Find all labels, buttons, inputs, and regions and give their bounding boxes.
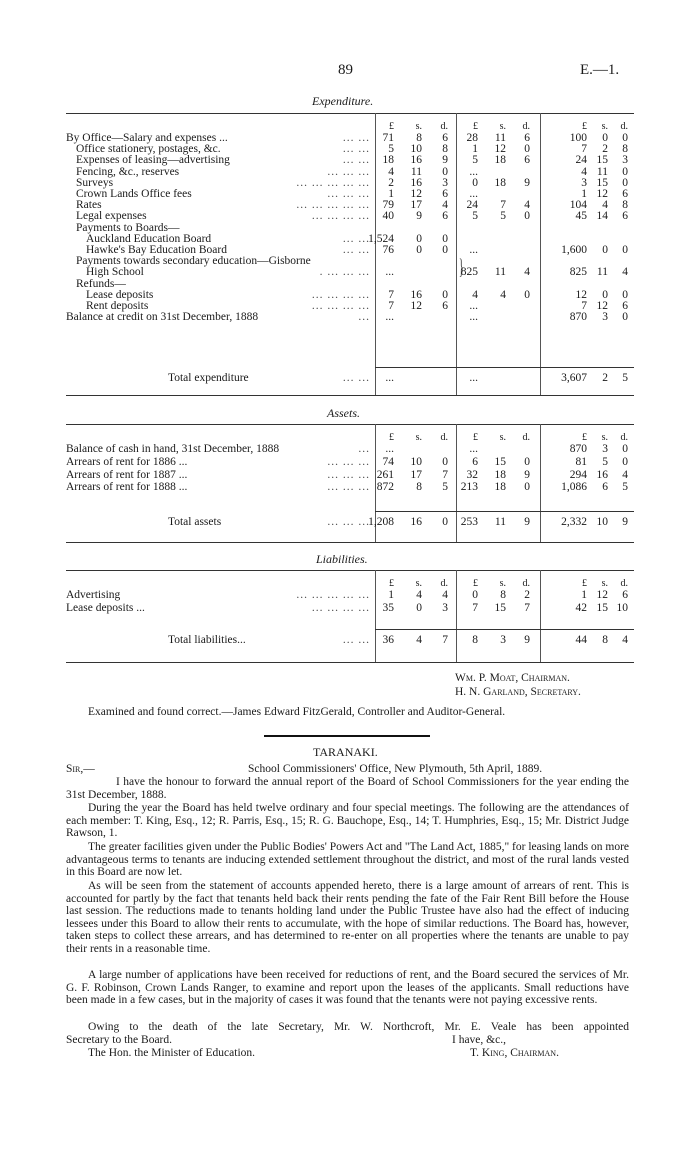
row-label: Expenses of leasing—advertising xyxy=(76,154,230,167)
amount-cell: 40 xyxy=(382,210,394,223)
amount-cell: 6 xyxy=(622,210,628,223)
amount-cell: 6 xyxy=(442,210,448,223)
leader-dots: ... ... ... ... ... xyxy=(296,589,370,601)
amount-cell: 18 xyxy=(382,154,394,167)
row-label: Arrears of rent for 1886 ... xyxy=(66,455,188,468)
unit-header: s. xyxy=(601,432,608,443)
amount-cell: 8 xyxy=(442,143,448,156)
table-rule xyxy=(66,113,634,114)
amount-cell: 5 xyxy=(442,481,448,494)
letter-salutation: Sir,— xyxy=(66,763,95,775)
amount-cell: 0 xyxy=(416,232,422,245)
amount-cell: 0 xyxy=(602,288,608,301)
amount-cell: 4 xyxy=(524,266,530,279)
leader-dots: ... ... xyxy=(342,143,370,156)
amount-cell: 11 xyxy=(596,266,608,279)
amount-cell: 3 xyxy=(442,176,448,189)
amount-cell: 16 xyxy=(410,154,422,167)
amount-cell: 4 xyxy=(524,199,530,212)
signature-secretary: H. N. Garland, Secretary. xyxy=(455,686,581,698)
amount-cell: ... xyxy=(469,244,478,256)
amount-cell: 10 xyxy=(410,143,422,156)
leader-dots: ... xyxy=(358,311,370,324)
subtotal-rule xyxy=(375,629,634,630)
unit-header: £ xyxy=(582,121,587,132)
amount-cell: 15 xyxy=(596,154,608,167)
amount-cell: 6 xyxy=(622,589,628,601)
row-label: Refunds— xyxy=(76,277,126,290)
row-label: Payments to Boards— xyxy=(76,221,180,234)
amount-cell: 12 xyxy=(596,300,608,312)
total-amount-cell: 0 xyxy=(442,516,448,528)
amount-cell: 8 xyxy=(416,481,422,494)
amount-cell: 1 xyxy=(388,188,394,200)
unit-header: s. xyxy=(601,121,608,132)
amount-cell: 18 xyxy=(494,468,506,481)
table-rule xyxy=(66,395,634,396)
amount-cell: 4 xyxy=(581,165,587,178)
amount-cell: ... xyxy=(385,311,394,324)
unit-header: s. xyxy=(415,121,422,132)
amount-cell: 6 xyxy=(442,300,448,312)
unit-header: s. xyxy=(415,578,422,589)
amount-cell: 6 xyxy=(622,188,628,200)
amount-cell: 24 xyxy=(466,199,478,212)
unit-header: £ xyxy=(582,432,587,443)
unit-header: s. xyxy=(499,432,506,443)
doc-reference: E.—1. xyxy=(580,62,620,78)
amount-cell: 0 xyxy=(524,455,530,468)
letter-signature: T. King, Chairman. xyxy=(470,1047,559,1059)
unit-header: d. xyxy=(620,121,628,132)
amount-cell: 4 xyxy=(602,199,608,212)
total-amount-cell: ... xyxy=(469,372,478,384)
table-rule xyxy=(66,662,634,663)
row-label: Arrears of rent for 1887 ... xyxy=(66,468,188,481)
amount-cell: 3 xyxy=(442,601,448,614)
amount-cell: 6 xyxy=(472,455,478,468)
amount-cell: 5 xyxy=(602,455,608,468)
amount-cell: 0 xyxy=(416,244,422,256)
row-label: Office stationery, postages, &c. xyxy=(76,143,221,156)
amount-cell: 14 xyxy=(596,210,608,223)
leader-dots: ... ... ... xyxy=(327,455,370,468)
column-rule xyxy=(456,570,457,662)
letter-paragraph: As will be seen from the statement of accounts appended hereto, there is a large amount of arrears of rent. This is accounted for partly by the fact that tenants held back their rents pending the fate of the Fair Rent Bill before the House last session. The reductions made to tenants holding land under the Public Trustee have also had the effect of inducing lessees under this Board to allow their rents to accumulate, with the hope of similar reductions. The Board has, however, taken steps to collect these arrears, and has determined to re-enter on all properties where the tenants are unable to pay their rents in a reasonable time. xyxy=(66,880,629,955)
amount-cell: 9 xyxy=(416,210,422,223)
amount-cell: ... xyxy=(385,443,394,455)
leader-dots: ... ... xyxy=(342,634,370,646)
total-amount-cell: 8 xyxy=(472,634,478,646)
total-amount-cell: 3,607 xyxy=(561,372,587,384)
amount-cell: 0 xyxy=(442,244,448,256)
amount-cell: 17 xyxy=(410,199,422,212)
amount-cell: 15 xyxy=(596,176,608,189)
leader-dots: ... ... ... xyxy=(327,188,370,200)
amount-cell: 81 xyxy=(575,455,587,468)
letter-paragraph: Owing to the death of the late Secretary, Mr. W. Northcroft, Mr. E. Veale has been appointed xyxy=(88,1021,629,1033)
amount-cell: 4 xyxy=(416,589,422,601)
amount-cell: 9 xyxy=(442,154,448,167)
amount-cell: 0 xyxy=(622,455,628,468)
column-rule xyxy=(540,570,541,662)
amount-cell: 3 xyxy=(581,176,587,189)
amount-cell: 17 xyxy=(410,468,422,481)
amount-cell: 1 xyxy=(581,589,587,601)
leader-dots: ... ... ... xyxy=(327,481,370,494)
subtotal-rule xyxy=(375,511,634,512)
unit-header: d. xyxy=(522,578,530,589)
unit-header: £ xyxy=(582,578,587,589)
row-label: Legal expenses xyxy=(76,210,147,223)
amount-cell: 32 xyxy=(466,468,478,481)
leader-dots: ... ... xyxy=(342,244,370,256)
amount-cell: 4 xyxy=(500,288,506,301)
leader-dots: ... ... ... ... xyxy=(311,601,370,614)
unit-header: s. xyxy=(601,578,608,589)
row-label: Rent deposits xyxy=(86,300,149,312)
total-amount-cell: 44 xyxy=(575,634,587,646)
row-label: High School xyxy=(86,266,144,279)
amount-cell: 4 xyxy=(388,165,394,178)
row-label: Crown Lands Office fees xyxy=(76,188,192,200)
unit-header: £ xyxy=(473,432,478,443)
amount-cell: 3 xyxy=(602,443,608,455)
leader-dots: ... ... ... ... ... xyxy=(296,199,370,212)
total-amount-cell: 9 xyxy=(622,516,628,528)
amount-cell: ... xyxy=(469,165,478,178)
amount-cell: 2 xyxy=(602,143,608,156)
amount-cell: 15 xyxy=(596,601,608,614)
amount-cell: 1,600 xyxy=(561,244,587,256)
amount-cell: 6 xyxy=(524,154,530,167)
amount-cell: 15 xyxy=(494,455,506,468)
page-number: 89 xyxy=(338,62,353,78)
amount-cell: 11 xyxy=(596,165,608,178)
letter-addressee: The Hon. the Minister of Education. xyxy=(88,1047,256,1059)
amount-cell: 8 xyxy=(622,199,628,212)
total-amount-cell: 11 xyxy=(494,516,506,528)
amount-cell: 6 xyxy=(524,132,530,144)
row-label: Fencing, &c., reserves xyxy=(76,165,180,178)
amount-cell: 12 xyxy=(494,143,506,156)
letter-paragraph: A large number of applications have been received for reductions of rent, and the Board secured the services of Mr. G. F. Robinson, Crown Lands Ranger, to examine and report upon the leases of the applicants. Small reductions have been made in a few cases, but in the majority of cases it was found that the tenants were not paying excessive rents. xyxy=(66,969,629,1007)
amount-cell: 0 xyxy=(602,132,608,144)
amount-cell: 3 xyxy=(622,154,628,167)
amount-cell: 11 xyxy=(410,165,422,178)
row-label: Balance at credit on 31st December, 1888 xyxy=(66,311,259,324)
amount-cell: 872 xyxy=(376,481,394,494)
unit-header: £ xyxy=(389,578,394,589)
amount-cell: 1 xyxy=(472,143,478,156)
leader-dots: ... ... ... xyxy=(327,468,370,481)
amount-cell: 0 xyxy=(524,210,530,223)
amount-cell: ... xyxy=(469,300,478,312)
unit-header: £ xyxy=(389,121,394,132)
amount-cell: 1 xyxy=(388,589,394,601)
amount-cell: 7 xyxy=(581,300,587,312)
amount-cell: 0 xyxy=(416,601,422,614)
unit-header: d. xyxy=(522,432,530,443)
amount-cell: 18 xyxy=(494,481,506,494)
total-amount-cell: 3 xyxy=(500,634,506,646)
letter-closing-left: Secretary to the Board. xyxy=(66,1034,173,1046)
amount-cell: 79 xyxy=(382,199,394,212)
amount-cell: 0 xyxy=(524,288,530,301)
amount-cell: 16 xyxy=(596,468,608,481)
amount-cell: 12 xyxy=(596,589,608,601)
amount-cell: 4 xyxy=(442,589,448,601)
amount-cell: 870 xyxy=(569,311,587,324)
amount-cell: 7 xyxy=(581,143,587,156)
amount-cell: 0 xyxy=(622,288,628,301)
subtotal-rule xyxy=(375,367,634,368)
amount-cell: 15 xyxy=(494,601,506,614)
amount-cell: 261 xyxy=(376,468,394,481)
amount-cell: 294 xyxy=(569,468,587,481)
amount-cell: 0 xyxy=(442,232,448,245)
total-amount-cell: 1,208 xyxy=(368,516,394,528)
letter-paragraph: The greater facilities given under the Public Bodies' Powers Act and "The Land Act, 1885," for leasing lands on more advantageous terms to tenants are inducing extended settlement throughout the district, and most of the rural lands vested in this Board are now let. xyxy=(66,841,629,879)
total-amount-cell: 4 xyxy=(416,634,422,646)
letter-paragraph: I have the honour to forward the annual report of the Board of School Commissioners for the year ending the 31st December, 1888. xyxy=(66,776,629,801)
table-rule xyxy=(66,424,634,425)
amount-cell: 3 xyxy=(602,311,608,324)
leader-dots: . ... ... ... xyxy=(319,266,370,279)
amount-cell: 11 xyxy=(494,132,506,144)
amount-cell: 24 xyxy=(575,154,587,167)
table-rule xyxy=(66,570,634,571)
row-label: Payments towards secondary education—Gisborne xyxy=(76,255,311,268)
amount-cell: 6 xyxy=(602,481,608,494)
amount-cell: 4 xyxy=(442,199,448,212)
total-amount-cell: 253 xyxy=(460,516,478,528)
leader-dots: ... ... xyxy=(342,232,370,245)
amount-cell: 16 xyxy=(410,176,422,189)
audit-statement: Examined and found correct.—James Edward FitzGerald, Controller and Auditor-General. xyxy=(88,706,506,718)
unit-header: s. xyxy=(499,121,506,132)
total-amount-cell: 9 xyxy=(524,634,530,646)
amount-cell: 0 xyxy=(622,311,628,324)
amount-cell: 4 xyxy=(472,288,478,301)
table-rule xyxy=(66,542,634,543)
amount-cell: 5 xyxy=(500,210,506,223)
amount-cell: 12 xyxy=(596,188,608,200)
amount-cell: 71 xyxy=(382,132,394,144)
liabilities-title: Liabilities. xyxy=(316,552,368,566)
unit-header: d. xyxy=(620,432,628,443)
amount-cell: ... xyxy=(385,266,394,279)
leader-dots: ... ... xyxy=(342,154,370,167)
leader-dots: ... ... ... xyxy=(327,516,370,528)
amount-cell: 1,086 xyxy=(561,481,587,494)
amount-cell: 8 xyxy=(416,132,422,144)
letter-closing-right: I have, &c., xyxy=(452,1034,506,1046)
row-label: Advertising xyxy=(66,589,121,601)
amount-cell: ... xyxy=(469,443,478,455)
total-amount-cell: 36 xyxy=(382,634,394,646)
row-label: By Office—Salary and expenses ... xyxy=(66,132,228,144)
row-label: Auckland Education Board xyxy=(86,232,212,245)
amount-cell: ... xyxy=(469,188,478,200)
unit-header: £ xyxy=(473,121,478,132)
amount-cell: 1,524 xyxy=(368,232,394,245)
amount-cell: 11 xyxy=(494,266,506,279)
amount-cell: 6 xyxy=(442,188,448,200)
amount-cell: 0 xyxy=(442,165,448,178)
leader-dots: ... ... ... xyxy=(327,165,370,178)
amount-cell: 7 xyxy=(442,468,448,481)
unit-header: £ xyxy=(473,578,478,589)
amount-cell: 2 xyxy=(524,589,530,601)
amount-cell: 16 xyxy=(410,288,422,301)
amount-cell: 7 xyxy=(472,601,478,614)
amount-cell: 42 xyxy=(575,601,587,614)
amount-cell: 45 xyxy=(575,210,587,223)
row-label: Lease deposits xyxy=(86,288,154,301)
amount-cell: 12 xyxy=(575,288,587,301)
unit-header: d. xyxy=(522,121,530,132)
total-amount-cell: 8 xyxy=(602,634,608,646)
unit-header: d. xyxy=(620,578,628,589)
amount-cell: 5 xyxy=(388,143,394,156)
row-label: Arrears of rent for 1888 ... xyxy=(66,481,188,494)
leader-dots: ... xyxy=(358,443,370,455)
amount-cell: 18 xyxy=(494,176,506,189)
total-amount-cell: 16 xyxy=(410,516,422,528)
assets-title: Assets. xyxy=(327,406,360,420)
total-amount-cell: 2,332 xyxy=(561,516,587,528)
brace: } xyxy=(458,254,464,279)
unit-header: d. xyxy=(440,432,448,443)
amount-cell: 0 xyxy=(622,132,628,144)
unit-header: s. xyxy=(499,578,506,589)
amount-cell: 7 xyxy=(500,199,506,212)
amount-cell: 74 xyxy=(382,455,394,468)
amount-cell: 0 xyxy=(442,288,448,301)
amount-cell: 12 xyxy=(410,188,422,200)
row-label: Rates xyxy=(76,199,102,212)
amount-cell: 4 xyxy=(622,266,628,279)
total-label: Total expenditure xyxy=(168,372,249,384)
amount-cell: 9 xyxy=(524,176,530,189)
amount-cell: 76 xyxy=(382,244,394,256)
amount-cell: 104 xyxy=(569,199,587,212)
amount-cell: 0 xyxy=(622,176,628,189)
amount-cell: 35 xyxy=(382,601,394,614)
amount-cell: 10 xyxy=(410,455,422,468)
leader-dots: ... ... xyxy=(342,132,370,144)
amount-cell: 2 xyxy=(388,176,394,189)
amount-cell: 5 xyxy=(622,481,628,494)
row-label: Hawke's Bay Education Board xyxy=(86,244,227,256)
total-amount-cell: 10 xyxy=(596,516,608,528)
amount-cell: 12 xyxy=(410,300,422,312)
unit-header: £ xyxy=(389,432,394,443)
unit-header: s. xyxy=(415,432,422,443)
leader-dots: ... ... xyxy=(342,372,370,384)
amount-cell: 8 xyxy=(622,143,628,156)
amount-cell: 0 xyxy=(622,443,628,455)
row-label: Surveys xyxy=(76,176,114,189)
amount-cell: 9 xyxy=(524,468,530,481)
amount-cell: 100 xyxy=(569,132,587,144)
amount-cell: 0 xyxy=(622,165,628,178)
leader-dots: ... ... ... ... xyxy=(311,288,370,301)
amount-cell: 28 xyxy=(466,132,478,144)
amount-cell: 8 xyxy=(500,589,506,601)
total-amount-cell: 9 xyxy=(524,516,530,528)
leader-dots: ... ... ... ... xyxy=(311,210,370,223)
amount-cell: 870 xyxy=(569,443,587,455)
section-divider xyxy=(264,735,430,737)
amount-cell: 6 xyxy=(442,132,448,144)
amount-cell: 5 xyxy=(472,154,478,167)
column-rule xyxy=(540,424,541,542)
amount-cell: 7 xyxy=(388,288,394,301)
amount-cell: 10 xyxy=(616,601,628,614)
amount-cell: 18 xyxy=(494,154,506,167)
amount-cell: 825 xyxy=(569,266,587,279)
amount-cell: 5 xyxy=(472,210,478,223)
amount-cell: 0 xyxy=(442,455,448,468)
amount-cell: 0 xyxy=(622,244,628,256)
unit-header: d. xyxy=(440,578,448,589)
amount-cell: 0 xyxy=(472,589,478,601)
amount-cell: ... xyxy=(469,311,478,324)
amount-cell: 0 xyxy=(472,176,478,189)
amount-cell: 0 xyxy=(602,244,608,256)
amount-cell: 0 xyxy=(524,481,530,494)
leader-dots: ... ... ... ... xyxy=(311,300,370,312)
amount-cell: 1 xyxy=(581,188,587,200)
amount-cell: 0 xyxy=(524,143,530,156)
total-amount-cell: ... xyxy=(385,372,394,384)
row-label: Lease deposits ... xyxy=(66,601,145,614)
total-amount-cell: 7 xyxy=(442,634,448,646)
total-amount-cell: 4 xyxy=(622,634,628,646)
amount-cell: 4 xyxy=(622,468,628,481)
amount-cell: 7 xyxy=(524,601,530,614)
row-label: Balance of cash in hand, 31st December, 1888 xyxy=(66,443,280,455)
unit-header: d. xyxy=(440,121,448,132)
letter-heading: TARANAKI. xyxy=(313,745,378,759)
amount-cell: 6 xyxy=(622,300,628,312)
expenditure-title: Expenditure. xyxy=(312,94,374,108)
total-amount-cell: 2 xyxy=(602,372,608,384)
column-rule xyxy=(540,113,541,395)
letter-paragraph: During the year the Board has held twelve ordinary and four special meetings. The following are the attendances of each member: T. King, Esq., 12; R. Parris, Esq., 15; R. G. Bauchope, Esq., 14; T. Humphries, Esq., 15; Mr. District Judge Rawson, 1. xyxy=(66,802,629,840)
total-label: Total liabilities... xyxy=(168,634,246,646)
letter-address: School Commissioners' Office, New Plymouth, 5th April, 1889. xyxy=(248,763,543,775)
amount-cell: 825 xyxy=(460,266,478,279)
signature-chairman: Wm. P. Moat, Chairman. xyxy=(455,672,570,684)
total-label: Total assets xyxy=(168,516,222,528)
leader-dots: ... ... ... ... ... xyxy=(296,176,370,189)
column-rule xyxy=(375,570,376,662)
amount-cell: 213 xyxy=(460,481,478,494)
amount-cell: 7 xyxy=(388,300,394,312)
total-amount-cell: 5 xyxy=(622,372,628,384)
